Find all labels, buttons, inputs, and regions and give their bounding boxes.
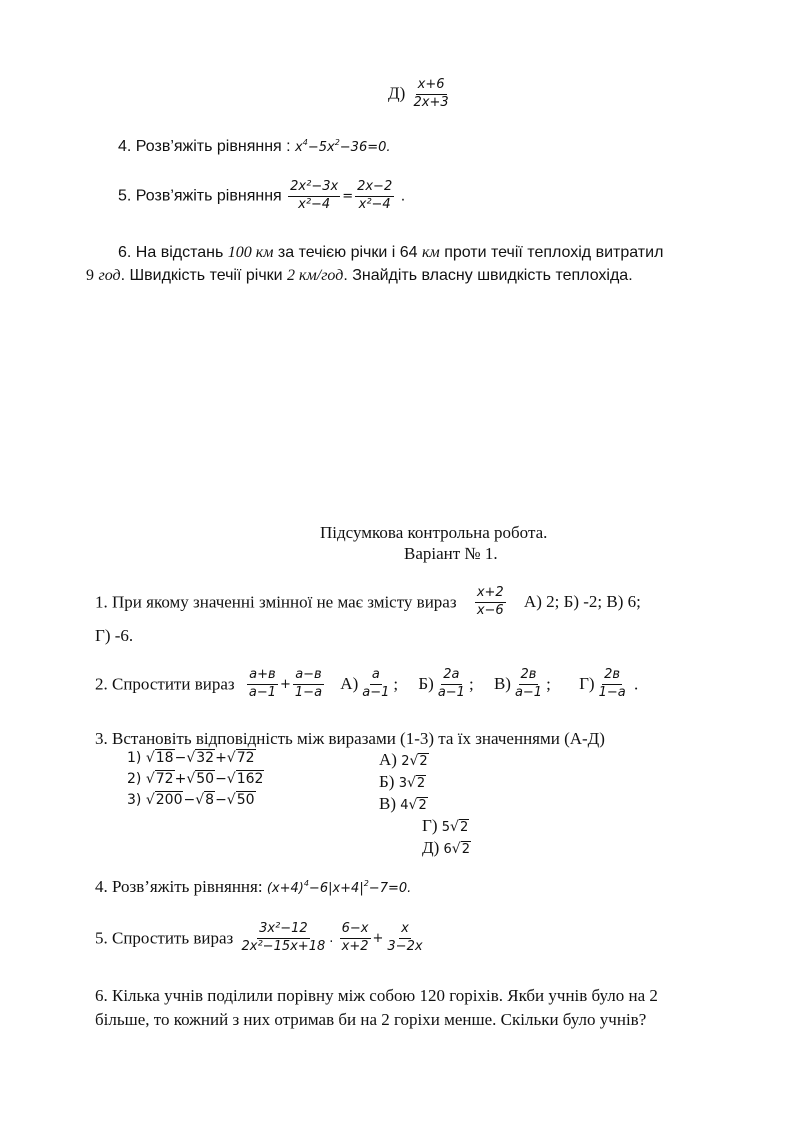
square-root: √72 bbox=[145, 771, 174, 787]
option-d-label: Д) bbox=[388, 83, 406, 103]
top-question-6-line2: 9 год. Швидкість течії річки 2 км/год. Знайдіть власну швидкість теплохіда. bbox=[86, 267, 633, 284]
q5-fraction-right: $\frac{2x-2}{\text{x²−4}}$ bbox=[357, 179, 393, 212]
q5-fraction-left: $\frac{\text{2x²−3x}}{\text{x²−4}}$ bbox=[290, 179, 339, 212]
square-root: √2 bbox=[450, 819, 469, 835]
square-root: √2 bbox=[409, 753, 428, 769]
question-1: 1. При якому значенні змінної не має змісту вираз $\frac{x+2}{x-6}$ А) 2; Б) -2; В) 6; bbox=[95, 585, 641, 618]
q3-answer-5: Д) 6√2 bbox=[422, 838, 470, 857]
q3-expression-2: 2) √72+√50−√162 bbox=[127, 771, 264, 787]
question-2: 2. Спростити вираз $\frac{a+в}{a-1}$ + $\frac{a-в}{1-a}$ А) $\frac{a}{a-1}$ ; Б) $\frac{2a}{a-1}$ ; В) $\frac{2в}{a-1}$ ; Г) $\frac{2в}{1-a}$ . bbox=[95, 667, 639, 700]
top-question-4: 4. Розв’яжіть рівняння : $x^4-5x^2-36=0$. bbox=[118, 138, 391, 155]
question-4: 4. Розв’яжіть рівняння: $(x+4)^4-6|x+4|^2-7=0$. bbox=[95, 877, 412, 896]
q1-fraction: $\frac{x+2}{x-6}$ bbox=[476, 585, 504, 618]
test-title: Підсумкова контрольна робота. bbox=[320, 523, 548, 542]
question-5: 5. Спростить вираз $\frac{\text{3x²−12}}{\text{2x²−15x+18}}$ . $\frac{6-x}{x+2}$ + $\frac{x}{3-2x}$ bbox=[95, 921, 423, 954]
top-question-6-line1: 6. На відстань 100 км за течією річки і 64 км проти течії теплохід витратил bbox=[118, 244, 664, 261]
q3-answer-2: Б) 3√2 bbox=[379, 772, 426, 791]
q3-answer-3: В) 4√2 bbox=[379, 794, 427, 813]
square-root: √2 bbox=[408, 797, 427, 813]
square-root: √18 bbox=[145, 750, 174, 766]
question-1-option-g: Г) -6. bbox=[95, 626, 134, 645]
option-d-fraction: $\frac{x+6}{2x+3}$ bbox=[413, 77, 449, 110]
option-d bbox=[388, 78, 453, 111]
question-6-line1: 6. Кілька учнів поділили порівну між собою 120 горіхів. Якби учнів було на 2 bbox=[95, 986, 658, 1005]
q3-answer-1: А) 2√2 bbox=[379, 750, 428, 769]
top-question-5: 5. Розв’яжіть рівняння $\frac{\text{2x²−3x}}{\text{x²−4}}$ = $\frac{2x-2}{\text{x²−4}}$ . bbox=[118, 179, 406, 212]
square-root: √200 bbox=[145, 792, 183, 808]
q3-expression-3: 3) √200−√8−√50 bbox=[127, 792, 255, 808]
variant-title: Варіант № 1. bbox=[404, 544, 498, 563]
question-3: 3. Встановіть відповідність між виразами (1-3) та їх значеннями (А-Д) bbox=[95, 729, 605, 748]
q3-answer-4: Г) 5√2 bbox=[422, 816, 469, 835]
square-root: √32 bbox=[186, 750, 215, 766]
square-root: √2 bbox=[451, 841, 470, 857]
square-root: √50 bbox=[226, 792, 255, 808]
q3-expression-1: 1) √18−√32+√72 bbox=[127, 750, 255, 766]
question-6-line2: більше, то кожний з них отримав би на 2 горіхи менше. Скільки було учнів? bbox=[95, 1010, 647, 1029]
square-root: √72 bbox=[226, 750, 255, 766]
square-root: √8 bbox=[195, 792, 215, 808]
square-root: √50 bbox=[186, 771, 215, 787]
square-root: √2 bbox=[406, 775, 426, 791]
square-root: √162 bbox=[226, 771, 264, 787]
